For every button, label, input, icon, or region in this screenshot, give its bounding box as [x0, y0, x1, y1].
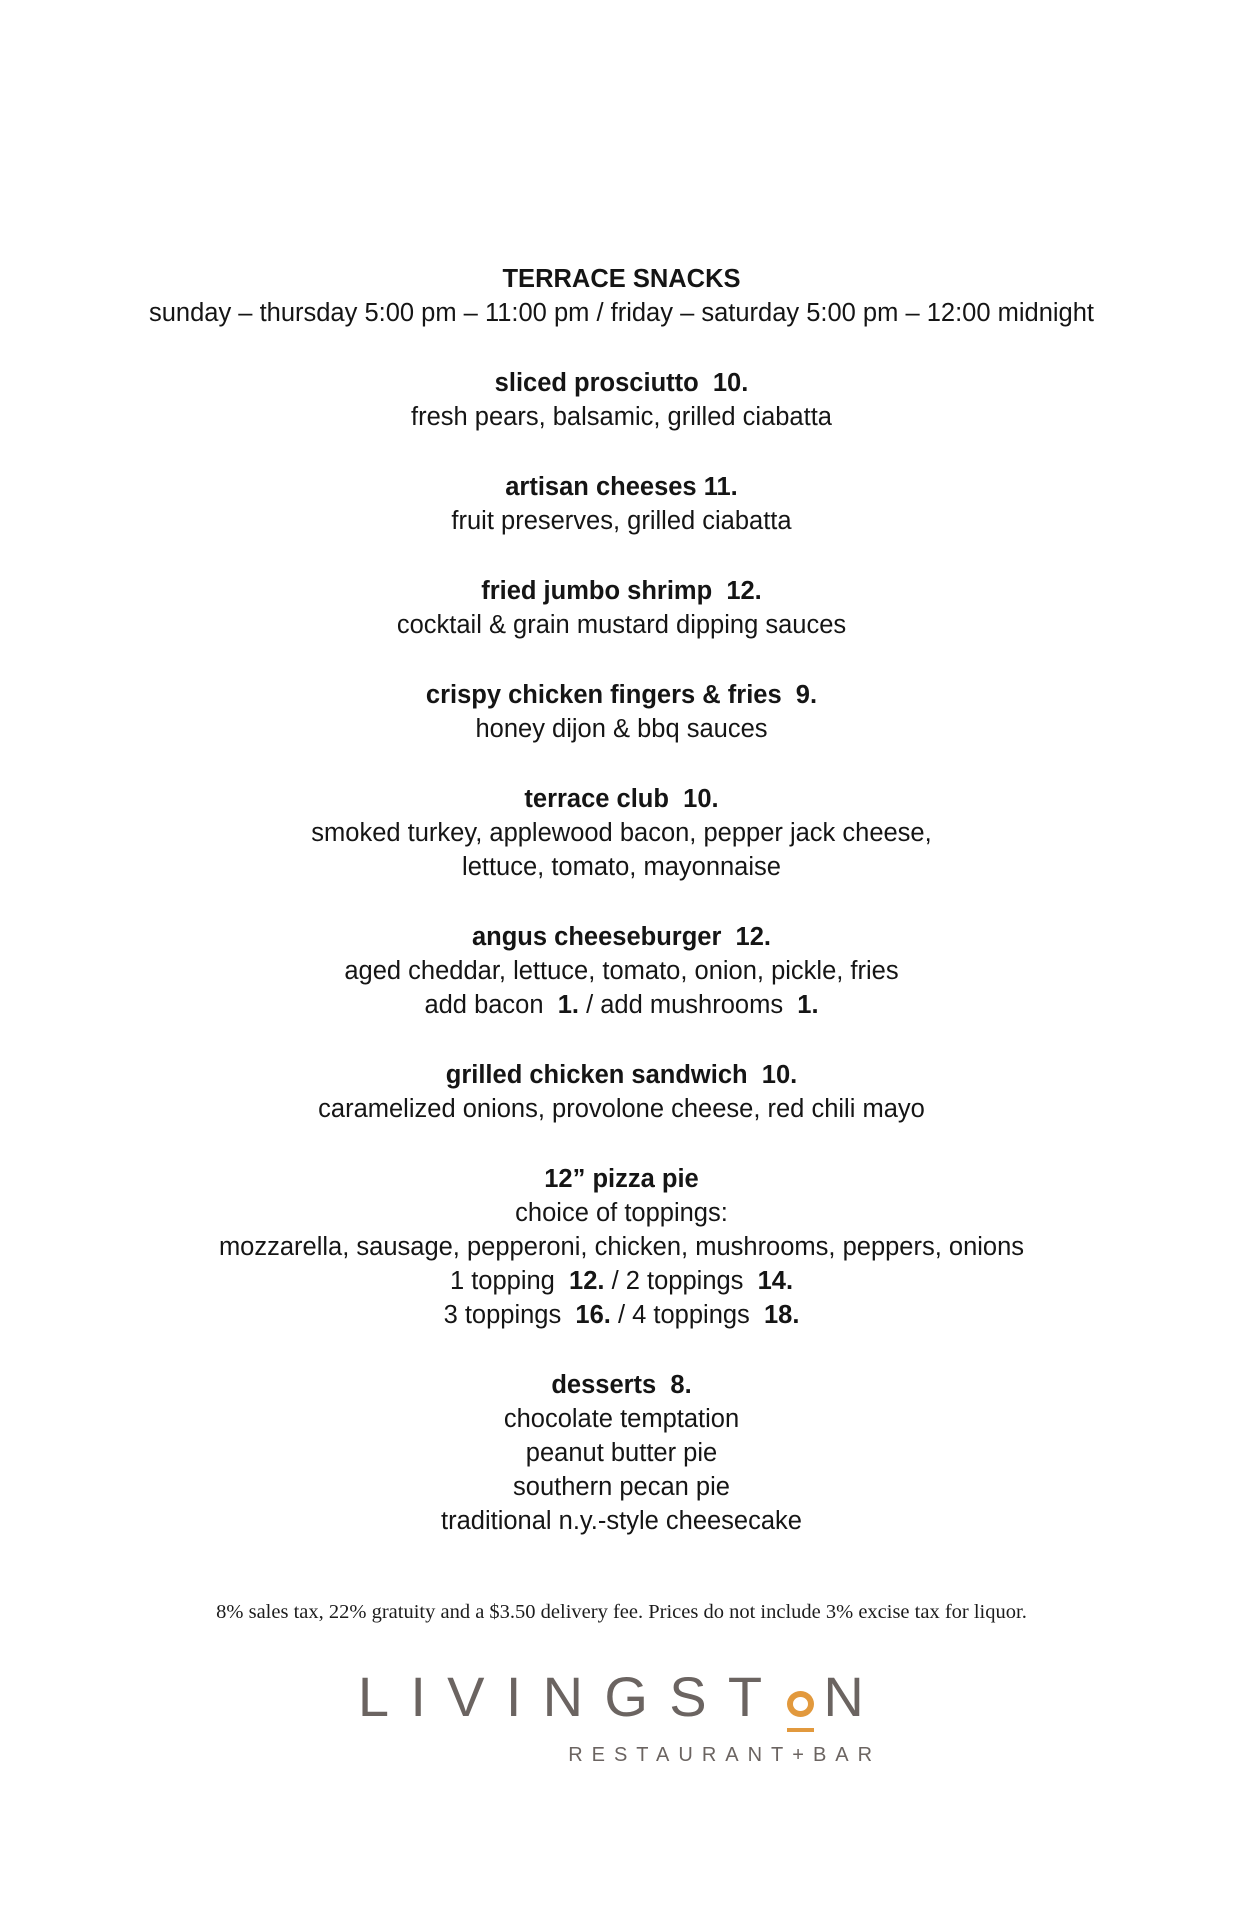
menu-item [0, 1162, 1243, 1332]
menu-item-description: chocolate temptation [503, 1405, 740, 1433]
logo-o-underline [787, 1728, 814, 1732]
menu-item-title: 12” pizza pie [544, 1165, 699, 1193]
menu-item-description: peanut butter pie [525, 1439, 718, 1467]
menu-item-title: terrace club 10. [524, 785, 719, 813]
description-text: add bacon [424, 991, 558, 1019]
menu-item-title: crispy chicken fingers & fries 9. [425, 681, 818, 709]
price-text: 18. [763, 1301, 800, 1329]
logo-o-ring [787, 1691, 814, 1717]
price-text: 16. [575, 1301, 611, 1329]
menu-item-description: southern pecan pie [513, 1473, 730, 1501]
description-text: 3 toppings [443, 1301, 576, 1329]
menu-item-title: artisan cheeses 11. [505, 473, 738, 501]
logo-wordmark [358, 1666, 885, 1731]
menu-item-description: mozzarella, sausage, pepperoni, chicken, mushrooms, peppers, onions [218, 1233, 1025, 1261]
logo-inner [358, 1666, 885, 1772]
menu-item [0, 920, 1243, 1022]
menu-item-description [0, 1298, 1243, 1332]
logo-tagline: RESTAURANT+BAR [568, 1744, 882, 1766]
livingston-logo [0, 1666, 1243, 1772]
price-text: 12. [569, 1267, 605, 1295]
menu-items-list [0, 366, 1243, 1538]
menu-item-description: aged cheddar, lettuce, tomato, onion, pickle, fries [344, 957, 899, 985]
menu-section-title: TERRACE SNACKS [502, 265, 741, 293]
menu-item [0, 366, 1243, 434]
menu-item-description: traditional n.y.-style cheesecake [441, 1507, 802, 1535]
menu-item [0, 678, 1243, 746]
price-text: 1. [797, 991, 819, 1019]
menu-item-description: cocktail & grain mustard dipping sauces [396, 611, 847, 639]
menu-item-description: smoked turkey, applewood bacon, pepper jack cheese, [311, 819, 932, 847]
logo-wordmark-left: LIVINGST [357, 1665, 784, 1728]
menu-item-description: choice of toppings: [515, 1199, 728, 1227]
menu-item-description: fruit preserves, grilled ciabatta [451, 507, 792, 535]
description-text: / 4 toppings [610, 1301, 764, 1329]
price-text: 1. [557, 991, 579, 1019]
menu-item-description [0, 1264, 1243, 1298]
logo-o-icon [785, 1691, 815, 1732]
description-text: / 2 toppings [604, 1267, 758, 1295]
menu-item-title: sliced prosciutto 10. [494, 369, 749, 397]
menu-item [0, 1058, 1243, 1126]
menu-item-description: fresh pears, balsamic, grilled ciabatta [411, 403, 832, 431]
description-text: 1 topping [449, 1267, 570, 1295]
menu-hours: sunday – thursday 5:00 pm – 11:00 pm / friday – saturday 5:00 pm – 12:00 midnight [148, 299, 1094, 327]
menu-item-title: grilled chicken sandwich 10. [445, 1061, 798, 1089]
description-text: / add mushrooms [579, 991, 798, 1019]
menu-item-description: caramelized onions, provolone cheese, red chili mayo [318, 1095, 925, 1123]
menu-item [0, 782, 1243, 884]
menu-item-title: fried jumbo shrimp 12. [481, 577, 762, 605]
menu-item-title: desserts 8. [551, 1371, 692, 1399]
price-text: 14. [757, 1267, 794, 1295]
menu-item-description: lettuce, tomato, mayonnaise [462, 853, 781, 881]
tax-gratuity-footnote: 8% sales tax, 22% gratuity and a $3.50 delivery fee. Prices do not include 3% excise tax for liquor. [216, 1601, 1027, 1623]
menu-item [0, 574, 1243, 642]
menu-item [0, 470, 1243, 538]
menu-item-description [0, 988, 1243, 1022]
menu-item-title: angus cheeseburger 12. [471, 923, 772, 951]
menu-item [0, 1368, 1243, 1538]
logo-wordmark-right: N [823, 1665, 886, 1728]
menu-item-description: honey dijon & bbq sauces [475, 715, 768, 743]
